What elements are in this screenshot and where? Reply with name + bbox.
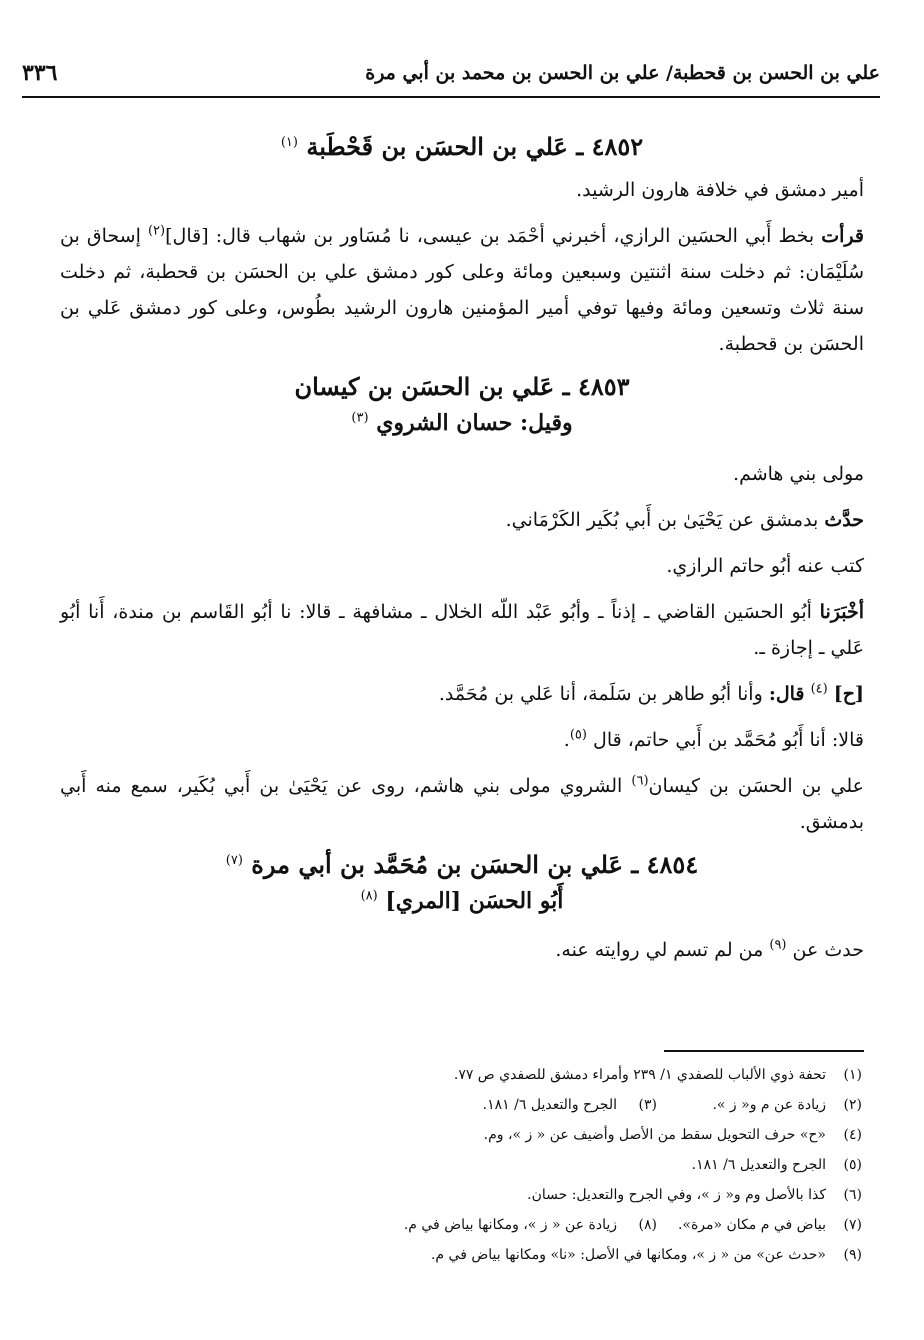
entry-4853-para-4-text: أبُو الحسَين القاضي ـ إذناً ـ وأبُو عَبْد اللّه الخلال ـ مشافهة ـ قالا: نا أبُو القَاسم بن مندة، أَنا أبُو عَلي ـ إجازة ـ.: [60, 601, 864, 659]
entry-4854-title: [60, 846, 864, 884]
entry-4853-subtitle-text: وقيل: حسان الشروي: [376, 410, 573, 436]
entry-4854-para-1-b: من لم تسم لي روايته عنه.: [555, 939, 770, 961]
footnote-ref-1: (١): [280, 135, 298, 150]
footnote-number: (١): [843, 1067, 862, 1083]
entry-4853-para-7: [60, 768, 864, 840]
entry-4852-title: [60, 128, 864, 166]
footnote-text: زيادة عن « ز »، ومكانها بياض في م.: [403, 1217, 617, 1233]
footnote-number: (٩): [843, 1247, 862, 1263]
footnote-number: (٣): [638, 1097, 657, 1113]
entry-4854-para-1: [60, 932, 864, 968]
entry-4853-para-2: [60, 502, 864, 538]
footnote-text: تحفة ذوي الألباب للصفدي ١/ ٢٣٩ وأمراء دمشق للصفدي ص ٧٧.: [453, 1067, 826, 1083]
entry-4853-para-6: [60, 722, 864, 758]
footnote-8: [404, 1210, 657, 1240]
footnote-number: (٧): [843, 1217, 862, 1233]
entry-4853-para-1: مولى بني هاشم.: [733, 463, 864, 485]
footnote-number: (٢): [843, 1097, 862, 1113]
entry-4853-para-5-text: وأنا أبُو طاهر بن سَلَمة، أنا عَلي بن مُحَمَّد.: [438, 683, 769, 705]
entry-4853-subtitle: [60, 406, 864, 440]
footnote-ref-7: (٧): [225, 853, 243, 868]
footnote-3: [483, 1090, 657, 1120]
footnote-4: [60, 1120, 862, 1150]
footnote-ref-3: (٣): [351, 410, 369, 426]
entry-4853-para-7-a: علي بن الحسَن بن كيسان: [648, 775, 864, 797]
entry-4852-title-text: ٤٨٥٢ ـ عَلي بن الحسَن بن قَحْطَبة: [306, 132, 644, 161]
footnote-number: (٨): [638, 1217, 657, 1233]
keyword-qal: قال:: [768, 683, 805, 705]
main-text: [60, 128, 864, 968]
entry-4852-para-2-a: بخط أَبي الحسَين الرازي، أخبرني أحْمَد بن عيسى، نا مُسَاور بن شهاب قال: [قال]: [165, 225, 822, 247]
footnote-7: [60, 1210, 862, 1240]
entry-4853-para-3: كتب عنه أبُو حاتم الرازي.: [666, 555, 864, 577]
entry-4853-para-4: [60, 594, 864, 666]
footnote-ref-5: (٥): [569, 727, 587, 743]
entry-4854-subtitle: [60, 884, 864, 918]
entry-4852-para-2-b: إسحاق بن سُلَيْمَان: ثم دخلت سنة اثنتين وسبعين ومائة وعلى كور دمشق علي بن الحسَن بن قحطبة، ثم دخلت سنة ثلاث وتسعين ومائة وفيها توفي أمير المؤمنين هارون الرشيد بطُوس، وعلى كور دمشق عَلي بن الحسَن بن قحطبة.: [60, 225, 864, 355]
footnote-text: بياض في م مكان «مرة».: [677, 1217, 826, 1233]
entry-4854-title-text: ٤٨٥٤ ـ عَلي بن الحسَن بن مُحَمَّد بن أبي مرة: [251, 850, 699, 879]
footnote-number: (٥): [843, 1157, 862, 1173]
keyword-qarat: قرأت: [821, 225, 864, 247]
footnote-text: «حدث عن» من « ز »، ومكانها في الأصل: «نا» ومكانها بياض في م.: [430, 1247, 826, 1263]
footnote-text: الجرح والتعديل ٦/ ١٨١.: [482, 1097, 617, 1113]
keyword-akhbarana: أخْبَرَنا: [819, 601, 864, 623]
entry-4854-subtitle-text: أَبُو الحسَن [المري]: [385, 888, 564, 914]
footnote-number: (٦): [843, 1187, 862, 1203]
footnote-ref-9: (٩): [769, 937, 787, 953]
footnote-separator: [664, 1050, 864, 1052]
running-header: [22, 60, 880, 98]
entry-4853-para-2-text: بدمشق عن يَحْيَىٰ بن أَبي بُكَير الكَرْمَاني.: [505, 509, 825, 531]
footnote-ref-8: (٨): [360, 888, 378, 904]
footnotes: [60, 1060, 862, 1270]
entry-4853-para-6-b: .: [563, 729, 570, 751]
entry-4853-para-5: [60, 676, 864, 712]
footnote-1: [60, 1060, 862, 1090]
footnote-ref-6: (٦): [631, 773, 649, 789]
footnote-text: زيادة عن م و« ز ».: [712, 1097, 826, 1113]
page-number: ٣٣٦: [22, 60, 58, 86]
footnote-9: [60, 1240, 862, 1270]
keyword-haddath: حدَّث: [824, 509, 864, 531]
entry-4853-para-7-b: الشروي مولى بني هاشم، روى عن يَحْيَىٰ بن أَبي بُكَير، سمع منه أَبي بدمشق.: [60, 775, 864, 833]
entry-4852-para-2: [60, 218, 864, 362]
entry-4853-para-6-a: قالا: أنا أَبُو مُحَمَّد بن أَبي حاتم، قال: [593, 729, 864, 751]
footnote-text: كذا بالأصل وم و« ز »، وفي الجرح والتعديل: حسان.: [527, 1187, 826, 1203]
footnote-number: (٤): [843, 1127, 862, 1143]
tahwil-marker: [ح]: [833, 683, 864, 705]
footnote-ref-4: (٤): [810, 681, 828, 697]
footnote-5: [60, 1150, 862, 1180]
footnote-text: الجرح والتعديل ٦/ ١٨١.: [691, 1157, 826, 1173]
entry-4854-para-1-a: حدث عن: [792, 939, 864, 961]
footnote-2: [60, 1090, 862, 1120]
running-title: علي بن الحسن بن قحطبة/ علي بن الحسن بن محمد بن أبي مرة: [365, 62, 880, 84]
footnote-ref-2: (٢): [147, 223, 166, 239]
entry-4852-para-1: أمير دمشق في خلافة هارون الرشيد.: [576, 179, 864, 201]
entry-4853-title: ٤٨٥٣ ـ عَلي بن الحسَن بن كيسان: [294, 372, 630, 401]
footnote-text: «ح» حرف التحويل سقط من الأصل وأضيف عن « ز »، وم.: [483, 1127, 826, 1143]
footnote-6: [60, 1180, 862, 1210]
